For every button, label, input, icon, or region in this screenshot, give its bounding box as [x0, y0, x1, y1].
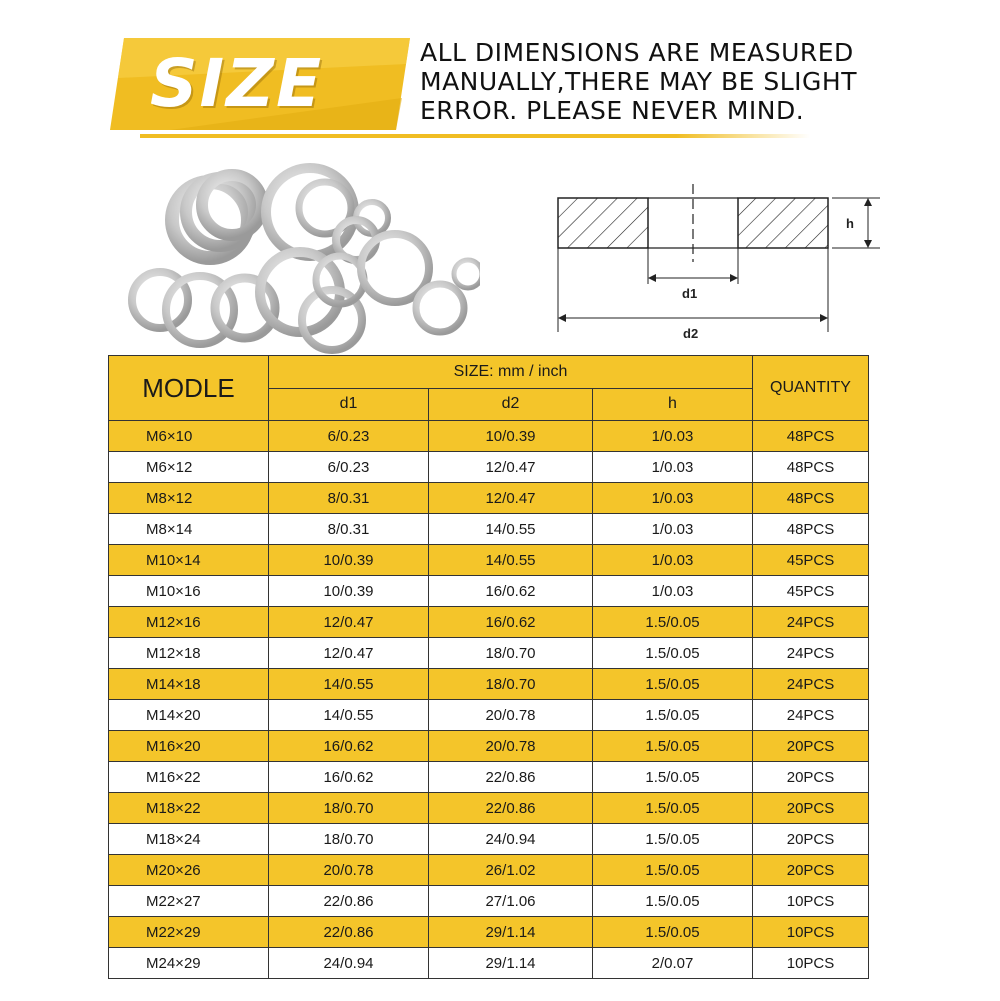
- cell-h: 1.5/0.05: [593, 793, 753, 824]
- cell-h: 1.5/0.05: [593, 886, 753, 917]
- section-right: [738, 198, 828, 248]
- size-title: SIZE: [150, 45, 324, 122]
- table-row: [109, 824, 869, 855]
- cell-quantity: 10PCS: [753, 886, 869, 917]
- cell-model: M8×12: [109, 483, 269, 514]
- dimension-notice: [420, 38, 900, 125]
- header-d1: d1: [269, 388, 429, 421]
- cell-quantity: 20PCS: [753, 855, 869, 886]
- notice-underline: [140, 134, 810, 138]
- cell-h: 1/0.03: [593, 452, 753, 483]
- table-row: [109, 700, 869, 731]
- cell-d2: 27/1.06: [429, 886, 593, 917]
- cell-model: M12×16: [109, 607, 269, 638]
- cell-d2: 29/1.14: [429, 917, 593, 948]
- cell-model: M16×22: [109, 762, 269, 793]
- table-row: [109, 886, 869, 917]
- cell-h: 1.5/0.05: [593, 638, 753, 669]
- cell-d2: 18/0.70: [429, 669, 593, 700]
- table-row: [109, 483, 869, 514]
- cell-d2: 29/1.14: [429, 948, 593, 979]
- cell-model: M20×26: [109, 855, 269, 886]
- cell-h: 1/0.03: [593, 483, 753, 514]
- cell-d1: 20/0.78: [269, 855, 429, 886]
- table-row: [109, 669, 869, 700]
- cell-quantity: 20PCS: [753, 793, 869, 824]
- cell-d2: 16/0.62: [429, 607, 593, 638]
- table-row: [109, 793, 869, 824]
- cell-d2: 16/0.62: [429, 576, 593, 607]
- table-row: [109, 421, 869, 452]
- header-h: h: [593, 388, 753, 421]
- header-model: MODLE: [109, 356, 269, 421]
- cell-model: M14×18: [109, 669, 269, 700]
- table-row: [109, 762, 869, 793]
- table-row: [109, 855, 869, 886]
- cell-d1: 24/0.94: [269, 948, 429, 979]
- table-row: [109, 607, 869, 638]
- cell-d2: 20/0.78: [429, 700, 593, 731]
- cell-d2: 10/0.39: [429, 421, 593, 452]
- cell-model: M22×27: [109, 886, 269, 917]
- cell-h: 1.5/0.05: [593, 669, 753, 700]
- cell-h: 2/0.07: [593, 948, 753, 979]
- table-row: [109, 731, 869, 762]
- label-d1: d1: [682, 286, 698, 301]
- cell-d2: 24/0.94: [429, 824, 593, 855]
- cell-d1: 14/0.55: [269, 669, 429, 700]
- cell-d1: 12/0.47: [269, 607, 429, 638]
- cell-d1: 12/0.47: [269, 638, 429, 669]
- table-row: [109, 917, 869, 948]
- cell-h: 1.5/0.05: [593, 762, 753, 793]
- cell-d1: 22/0.86: [269, 886, 429, 917]
- cell-d2: 14/0.55: [429, 545, 593, 576]
- notice-line-3: ERROR. PLEASE NEVER MIND.: [420, 96, 805, 125]
- washer-cross-section-diagram: [540, 176, 890, 356]
- cell-d1: 10/0.39: [269, 545, 429, 576]
- cell-model: M18×24: [109, 824, 269, 855]
- cell-d1: 18/0.70: [269, 824, 429, 855]
- cell-h: 1/0.03: [593, 576, 753, 607]
- cell-h: 1.5/0.05: [593, 700, 753, 731]
- cell-d2: 22/0.86: [429, 762, 593, 793]
- label-d2: d2: [683, 326, 699, 341]
- table-row: [109, 576, 869, 607]
- label-h: h: [846, 216, 854, 231]
- cell-quantity: 20PCS: [753, 824, 869, 855]
- cell-h: 1.5/0.05: [593, 917, 753, 948]
- cell-model: M6×10: [109, 421, 269, 452]
- cell-model: M10×14: [109, 545, 269, 576]
- table-row: [109, 452, 869, 483]
- cell-quantity: 48PCS: [753, 452, 869, 483]
- size-table: [108, 355, 869, 979]
- washers-image: [120, 160, 480, 360]
- header-size-group: SIZE: mm / inch: [269, 356, 753, 389]
- table-row: [109, 545, 869, 576]
- section-left: [558, 198, 648, 248]
- cell-quantity: 48PCS: [753, 421, 869, 452]
- cell-d1: 6/0.23: [269, 452, 429, 483]
- cell-d1: 18/0.70: [269, 793, 429, 824]
- cell-d2: 12/0.47: [429, 452, 593, 483]
- cell-h: 1/0.03: [593, 545, 753, 576]
- header-quantity: QUANTITY: [753, 356, 869, 421]
- cell-quantity: 10PCS: [753, 917, 869, 948]
- cell-d1: 10/0.39: [269, 576, 429, 607]
- cell-h: 1/0.03: [593, 421, 753, 452]
- cell-quantity: 45PCS: [753, 545, 869, 576]
- cell-model: M8×14: [109, 514, 269, 545]
- size-table-body: [109, 421, 869, 979]
- table-row: [109, 948, 869, 979]
- cell-h: 1/0.03: [593, 514, 753, 545]
- cell-d1: 8/0.31: [269, 514, 429, 545]
- cell-model: M12×18: [109, 638, 269, 669]
- cell-d1: 22/0.86: [269, 917, 429, 948]
- notice-line-2: MANUALLY,THERE MAY BE SLIGHT: [420, 67, 857, 96]
- cell-d1: 16/0.62: [269, 731, 429, 762]
- cell-quantity: 24PCS: [753, 700, 869, 731]
- cell-model: M6×12: [109, 452, 269, 483]
- cell-quantity: 20PCS: [753, 762, 869, 793]
- cell-d2: 26/1.02: [429, 855, 593, 886]
- cell-d2: 12/0.47: [429, 483, 593, 514]
- cell-model: M10×16: [109, 576, 269, 607]
- cell-model: M16×20: [109, 731, 269, 762]
- cell-quantity: 24PCS: [753, 669, 869, 700]
- cell-model: M18×22: [109, 793, 269, 824]
- cell-model: M14×20: [109, 700, 269, 731]
- cell-model: M24×29: [109, 948, 269, 979]
- cell-h: 1.5/0.05: [593, 855, 753, 886]
- table-row: [109, 638, 869, 669]
- cell-d2: 22/0.86: [429, 793, 593, 824]
- cell-quantity: 48PCS: [753, 483, 869, 514]
- cell-d1: 14/0.55: [269, 700, 429, 731]
- header-d2: d2: [429, 388, 593, 421]
- size-table-container: [108, 355, 868, 979]
- cell-d1: 8/0.31: [269, 483, 429, 514]
- cell-quantity: 48PCS: [753, 514, 869, 545]
- cell-quantity: 24PCS: [753, 638, 869, 669]
- cell-h: 1.5/0.05: [593, 731, 753, 762]
- table-row: [109, 514, 869, 545]
- cell-d2: 14/0.55: [429, 514, 593, 545]
- cell-h: 1.5/0.05: [593, 607, 753, 638]
- cell-quantity: 20PCS: [753, 731, 869, 762]
- notice-line-1: ALL DIMENSIONS ARE MEASURED: [420, 38, 854, 67]
- cell-h: 1.5/0.05: [593, 824, 753, 855]
- cell-d1: 16/0.62: [269, 762, 429, 793]
- cell-quantity: 10PCS: [753, 948, 869, 979]
- cell-model: M22×29: [109, 917, 269, 948]
- cell-quantity: 24PCS: [753, 607, 869, 638]
- cell-d2: 18/0.70: [429, 638, 593, 669]
- cell-quantity: 45PCS: [753, 576, 869, 607]
- cell-d2: 20/0.78: [429, 731, 593, 762]
- cell-d1: 6/0.23: [269, 421, 429, 452]
